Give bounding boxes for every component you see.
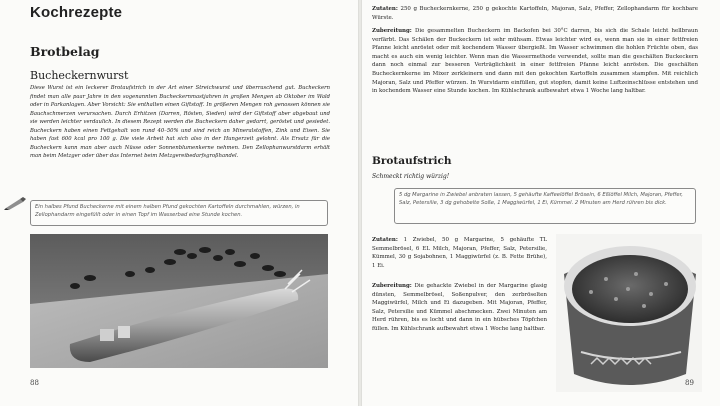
ingredients-text: 250 g Bucheckernkerne, 250 g gekochte Kartoffeln, Majoran, Salz, Pfeffer, Zellophandarm für kochbare Würste. [372,6,698,21]
left-page [0,0,358,406]
preparation-block [372,27,698,96]
recipe-intro-text: Diese Wurst ist ein leckerer Brotaufstrich in der Art einer Streichwurst und überraschend gut. Bucheckern findet man alle paar Jahre in den sogenannten Bucheckernmastjahren in großen Mengen ab Oktober im Wald oder in Parkanlagen. Aber Vorsicht: Sie enthalten einen Giftstoff. In größeren Mengen roh genossen können sie Bauchschmerzen verursachen. Durch Erhitzen (Darren, Rösten, Sieden) wird der Giftstoff aber abgebaut und sie werden leichter verdaulich. In diesem Rezept werden die Bucheckern daher gedarrt, geröstet und gesiedet. Bucheckern haben einen Fettgehalt von rund 40–50% und sind reich an Mineralstoffen, Zink und Eisen. Sie haben fast 600 kcal pro 100 g. Die viele Arbeit hat sich also in der Hungerzeit gelohnt. Als Ersatz für die Bucheckern kann man aber auch Nüsse oder Sonnenblumenkerne nehmen. Den Zellophanwurstdarm erhält man beim Metzger oder über das Internet beim Metzgereibedarfsgroßhandel. [30,85,330,160]
pencil-icon [4,196,28,210]
handwritten-note: 5 dg Margarine in Zwiebel anbraten lassen, 5 gehäufte Kaffeelöffel Bröseln, 6 Eßlöffel Milch, Majoran, Pfeffer, Salz, Petersilie, 3 dg gehobelte Soße, 1 Maggiwürfel, 1 Ei, Kümmel. 2 Minuten am Herd rühren bis dick. [394,188,696,224]
ingredients-label: Zutaten: [372,6,398,12]
recipe-title: Bucheckernwurst [30,69,129,82]
preparation-block [372,282,547,334]
ingredients-label: Zutaten: [372,237,398,243]
spread-bowl-photo [556,234,702,392]
preparation-label: Zubereitung: [372,28,412,34]
preparation-label: Zubereitung: [372,283,412,289]
ingredients-block [372,236,547,270]
page-number: 88 [30,379,39,387]
preparation-text: Die gehackte Zwiebel in der Margarine glasig dünsten, Semmelbrösel, Soßenpulver, den zerbröselten Maggiwürfel, Milch und Ei dazugeben. Mit Majoran, Pfeffer, Salz, Petersilie und Kümmel abschmecken. Zwei Minuten am Herd rühren, bis es locht und dann in ein hübsches Töpfchen füllen. Im Kühlschrank aufbewahrt etwa 1 Woche lang haltbar. [372,283,547,332]
ingredients-text: 1 Zwiebel, 50 g Margarine, 5 gehäufte TL Semmelbrösel, 6 EL Milch, Majoran, Pfeffer, Salz, Petersilie, Kümmel, 30 g Sojabohnen, 1 Maggiwürfel (z. B. Fette Brühe), 1 Ei. [372,237,547,269]
ingredients-block [372,5,698,22]
sausage-photo [30,234,328,368]
recipe-subtitle: Schmeckt richtig würzig! [372,173,450,180]
section-title: Brotbelag [30,44,100,59]
handwritten-note: Ein halbes Pfund Bucheckerne mit einem halben Pfund gekochten Kartoffeln durchmahlen, würzen, in Zellophandarm eingefüllt oder in einen Topf im Wasserbad eine Stunde kochen. [30,200,328,226]
page-number: 89 [685,379,694,387]
section-title: Brotaufstrich [372,155,452,167]
preparation-text: Die gesammelten Bucheckern im Backofen bei 30°C darren, bis sich die Schale leicht hellbraun verfärbt. Das Schälen der Buckeckern ist sehr mühsam. Etwas leichter wird es, wenn man sie in einer fettfreien Pfanne leicht anröstet oder mit kochendem Wasser übergießt. Im Wasser schwimmen die hohlen Früchte oben, das macht es auch ein wenig leichter. Wenn man die Wassermethode verwendet, sollte man die geschälten Buckeckern dann noch einmal zur besseren Verträglichkeit in einer fettfreien Pfanne leicht anrösten. Die geschälten Bucheckernkerne im Mixer zerkleinern und dann mit den gekochten Kartoffeln zusammen stampfen. Mit reichlich Majoran, Salz und Pfeffer würzen. In Wurstdarm einfüllen, gut stopfen, damit keine Luftzeinschlüsse entstehen und in kochendem Wasser eine Stunde kochen. Im Kühlschrank aufbewahrt etwa 1 Woche lang haltbar. [372,28,698,95]
chapter-title: Kochrezepte [30,4,123,21]
